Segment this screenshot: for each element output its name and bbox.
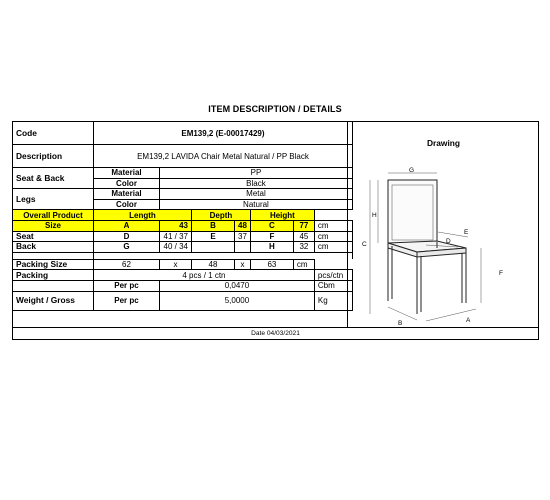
dim-g-letter: G: [94, 242, 160, 253]
seat-row: [13, 231, 353, 242]
dim-d-letter: D: [94, 231, 160, 242]
weight-value: 5,0000: [160, 291, 315, 310]
depth-header: Depth: [192, 210, 251, 221]
legs-material-label: Material: [94, 189, 160, 200]
overall-unit: cm: [314, 220, 352, 231]
legs-label: Legs: [13, 189, 94, 210]
overall-label-line1: Overall Product: [13, 210, 94, 221]
packing-size-x2: x: [235, 259, 251, 270]
weight-unit: Kg: [314, 291, 352, 310]
dim-f-letter: F: [250, 231, 293, 242]
description-row: [13, 145, 353, 168]
seat-label: Seat: [13, 231, 94, 242]
legs-material-row: [13, 189, 353, 200]
dim-g-value: 40 / 34: [160, 242, 192, 253]
seat-back-label: Seat & Back: [13, 168, 94, 189]
dim-h-letter: H: [250, 242, 293, 253]
dim-label-a: A: [466, 317, 471, 324]
document-date: Date 04/03/2021: [12, 327, 539, 340]
back-label: Back: [13, 242, 94, 253]
dim-label-g: G: [409, 167, 415, 174]
legs-color: Natural: [160, 199, 353, 210]
weight-per-pc-label: Per pc: [94, 291, 160, 310]
code-label: Code: [13, 122, 94, 145]
dim-a-letter: A: [94, 220, 160, 231]
dim-e-letter: E: [192, 231, 235, 242]
cbm-value: 0,0470: [160, 280, 315, 291]
packing-size-label: Packing Size: [13, 259, 94, 270]
dim-label-d: D: [446, 238, 451, 245]
drawing-panel: [347, 121, 539, 327]
packing-size-length: 62: [94, 259, 160, 270]
code-value: EM139,2 (E-00017429): [94, 122, 353, 145]
back-unit: cm: [314, 242, 352, 253]
document-title: ITEM DESCRIPTION / DETAILS: [208, 104, 342, 114]
packing-size-unit: cm: [293, 259, 314, 270]
packing-value: 4 pcs / 1 ctn: [94, 270, 315, 281]
dim-label-b: B: [398, 320, 403, 327]
dim-c-value: 77: [293, 220, 314, 231]
description-label: Description: [13, 145, 94, 168]
dim-label-e: E: [464, 229, 469, 236]
seat-back-material-row: [13, 168, 353, 179]
dim-d-value: 41 / 37: [160, 231, 192, 242]
dim-f-value: 45: [293, 231, 314, 242]
dim-b-value: 48: [235, 220, 251, 231]
dim-h-value: 32: [293, 242, 314, 253]
legs-color-label: Color: [94, 199, 160, 210]
weight-row: [13, 291, 353, 310]
overall-header-row: [13, 210, 353, 221]
cbm-per-pc-label: Per pc: [94, 280, 160, 291]
drawing-title: Drawing: [426, 138, 461, 148]
packing-unit: pcs/ctn: [314, 270, 352, 281]
overall-label-line2: Size: [13, 220, 94, 231]
chair-drawing: [348, 121, 540, 327]
seat-back-material: PP: [160, 168, 353, 179]
packing-size-x1: x: [160, 259, 192, 270]
code-row: [13, 122, 353, 145]
dim-a-value: 43: [160, 220, 192, 231]
seat-back-material-label: Material: [94, 168, 160, 179]
height-header: Height: [250, 210, 314, 221]
packing-label: Packing: [13, 270, 94, 281]
packing-size-row: [13, 259, 353, 270]
spacer-row: [13, 252, 353, 259]
weight-label: Weight / Gross: [13, 291, 94, 310]
overall-values-row: [13, 220, 353, 231]
packing-size-width: 48: [192, 259, 235, 270]
cbm-row: [13, 280, 353, 291]
seat-back-color: Black: [160, 178, 353, 189]
spec-table: [12, 121, 353, 311]
packing-size-height: 63: [250, 259, 293, 270]
dim-e-value: 37: [235, 231, 251, 242]
dim-label-c: C: [362, 241, 367, 248]
length-header: Length: [94, 210, 192, 221]
back-row: [13, 242, 353, 253]
dim-label-h: H: [372, 212, 377, 219]
seat-back-color-label: Color: [94, 178, 160, 189]
legs-material: Metal: [160, 189, 353, 200]
description-value: EM139,2 LAVIDA Chair Metal Natural / PP Black: [94, 145, 353, 168]
dim-c-letter: C: [250, 220, 293, 231]
dim-label-f: F: [499, 270, 503, 277]
cbm-unit: Cbm: [314, 280, 352, 291]
packing-row: [13, 270, 353, 281]
seat-unit: cm: [314, 231, 352, 242]
dim-b-letter: B: [192, 220, 235, 231]
